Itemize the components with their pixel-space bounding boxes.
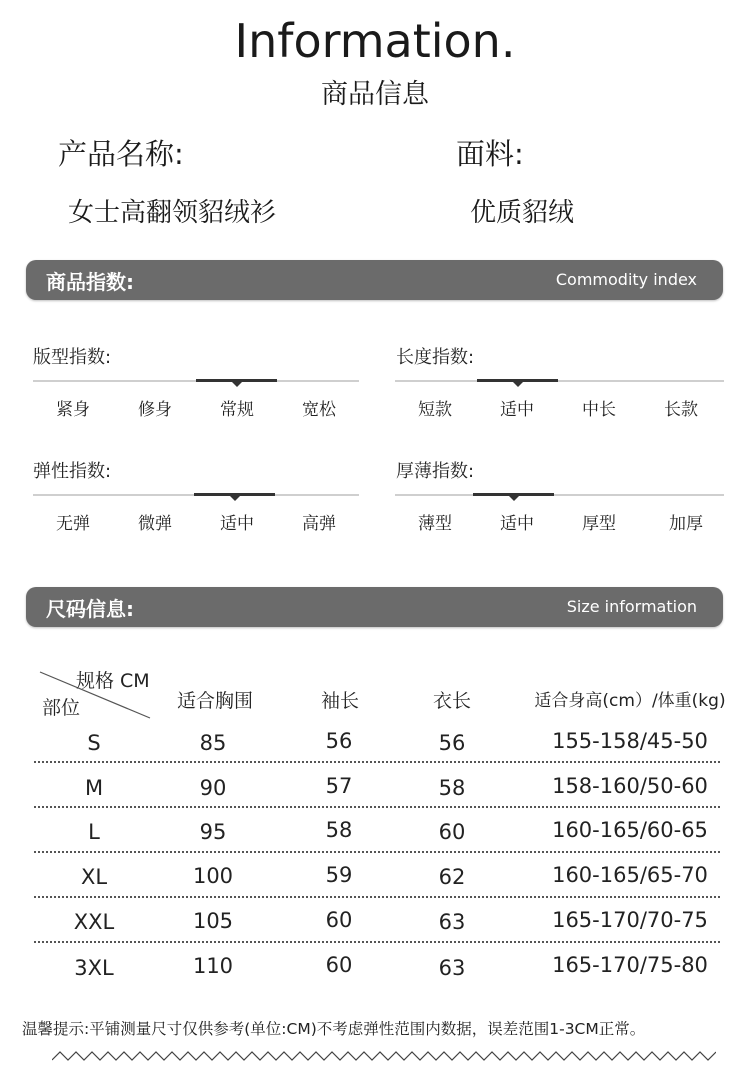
- sleeve-cell: 58: [325, 818, 353, 842]
- elasticity-index-arrow: [230, 496, 240, 501]
- fit-option: 紧身: [56, 400, 90, 420]
- height-weight-cell: 155-158/45-50: [552, 729, 708, 753]
- table-corner-part: 部位: [42, 697, 81, 719]
- chest-cell: 85: [199, 731, 227, 755]
- table-corner-spec: 规格 CM: [76, 670, 150, 692]
- sleeve-cell: 59: [325, 863, 353, 887]
- fit-option-selected: 常规: [220, 400, 254, 420]
- height-weight-cell: 165-170/70-75: [552, 908, 708, 932]
- chest-cell: 90: [199, 776, 227, 800]
- height-weight-cell: 160-165/65-70: [552, 863, 708, 887]
- length-option-selected: 适中: [500, 400, 534, 420]
- fit-index-label: 版型指数:: [33, 347, 112, 368]
- sleeve-cell: 57: [325, 774, 353, 798]
- height-weight-cell: 158-160/50-60: [552, 774, 708, 798]
- size-cell: XXL: [73, 910, 115, 934]
- title-chinese: 商品信息: [321, 79, 429, 110]
- length-option: 短款: [418, 400, 452, 420]
- length-index-scale: [395, 380, 724, 382]
- elasticity-index-label: 弹性指数:: [33, 461, 112, 482]
- table-header: 适合胸围: [176, 690, 253, 712]
- chest-cell: 100: [192, 864, 234, 888]
- size-info-title: 尺码信息:: [46, 597, 134, 621]
- chest-cell: 110: [192, 954, 234, 978]
- thickness-index-scale: [395, 494, 724, 496]
- thickness-option: 加厚: [669, 514, 703, 534]
- thickness-index-arrow: [509, 496, 519, 501]
- length-cell: 60: [438, 820, 466, 844]
- sleeve-cell: 60: [325, 908, 353, 932]
- title-english: Information.: [234, 14, 516, 68]
- row-divider: [34, 941, 720, 943]
- elasticity-option-selected: 适中: [220, 514, 254, 534]
- commodity-index-banner: [26, 260, 723, 300]
- length-cell: 63: [438, 956, 466, 980]
- fit-option: 修身: [138, 400, 172, 420]
- product-name-value: 女士高翻领貂绒衫: [68, 198, 277, 228]
- size-cell: M: [84, 776, 104, 800]
- fabric-label: 面料:: [456, 137, 524, 171]
- row-divider: [34, 851, 720, 853]
- length-cell: 56: [438, 731, 466, 755]
- commodity-index-subtitle: Commodity index: [555, 270, 697, 289]
- height-weight-cell: 165-170/75-80: [552, 953, 708, 977]
- size-cell: S: [87, 731, 101, 755]
- length-option: 中长: [582, 400, 616, 420]
- elasticity-option: 无弹: [56, 514, 90, 534]
- row-divider: [34, 806, 720, 808]
- length-cell: 58: [438, 776, 466, 800]
- thickness-index-label: 厚薄指数:: [396, 461, 475, 482]
- size-cell: L: [88, 820, 100, 844]
- table-header: 袖长: [320, 690, 359, 712]
- row-divider: [34, 761, 720, 763]
- elasticity-option: 微弹: [138, 514, 172, 534]
- table-header: 衣长: [432, 690, 471, 712]
- fit-index-arrow: [232, 382, 242, 387]
- height-weight-cell: 160-165/60-65: [552, 818, 708, 842]
- size-info-subtitle: Size information: [566, 597, 697, 616]
- length-cell: 62: [438, 865, 466, 889]
- size-cell: XL: [80, 865, 108, 889]
- sleeve-cell: 60: [325, 953, 353, 977]
- zigzag-divider: [52, 1050, 716, 1062]
- fit-option: 宽松: [302, 400, 336, 420]
- sleeve-cell: 56: [325, 729, 353, 753]
- commodity-index-title: 商品指数:: [46, 270, 134, 294]
- footer-note: 温馨提示:平铺测量尺寸仅供参考(单位:CM)不考虑弹性范围内数据，误差范围1-3CM正常。: [22, 1020, 646, 1038]
- thickness-option: 厚型: [582, 514, 616, 534]
- thickness-option: 薄型: [418, 514, 452, 534]
- length-cell: 63: [438, 910, 466, 934]
- elasticity-option: 高弹: [302, 514, 336, 534]
- length-index-arrow: [513, 382, 523, 387]
- size-info-banner: [26, 587, 723, 627]
- length-index-label: 长度指数:: [396, 347, 475, 368]
- chest-cell: 105: [192, 909, 234, 933]
- row-divider: [34, 896, 720, 898]
- thickness-option-selected: 适中: [500, 514, 534, 534]
- length-option: 长款: [664, 400, 698, 420]
- size-cell: 3XL: [74, 956, 114, 980]
- table-header: 适合身高(cm）/体重(kg): [534, 691, 726, 711]
- chest-cell: 95: [199, 820, 227, 844]
- fabric-value: 优质貂绒: [470, 198, 575, 228]
- product-name-label: 产品名称:: [58, 137, 184, 171]
